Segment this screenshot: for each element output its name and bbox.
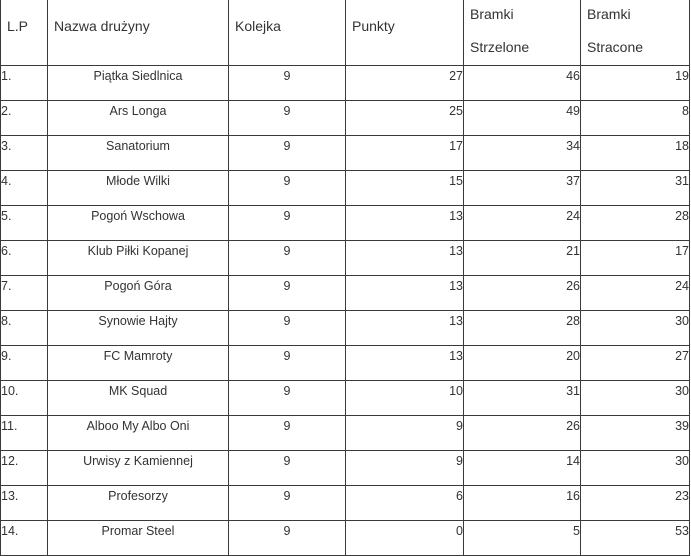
header-goals-against: Bramki Stracone	[581, 0, 690, 66]
cell-points: 13	[346, 346, 464, 381]
cell-points: 15	[346, 171, 464, 206]
cell-goals-against: 24	[581, 276, 690, 311]
cell-team-name: Profesorzy	[48, 486, 229, 521]
cell-goals-against: 31	[581, 171, 690, 206]
header-team-name: Nazwa drużyny	[48, 0, 229, 66]
table-row	[1, 171, 690, 206]
cell-round: 9	[229, 276, 346, 311]
cell-goals-against: 28	[581, 206, 690, 241]
cell-round: 9	[229, 66, 346, 101]
cell-lp: 10.	[1, 381, 48, 416]
header-lp: L.P	[1, 0, 48, 66]
cell-lp: 3.	[1, 136, 48, 171]
cell-goals-against: 8	[581, 101, 690, 136]
table-body	[1, 66, 690, 556]
cell-lp: 2.	[1, 101, 48, 136]
cell-team-name: Pogoń Wschowa	[48, 206, 229, 241]
table-row	[1, 486, 690, 521]
cell-goals-against: 53	[581, 521, 690, 556]
cell-points: 0	[346, 521, 464, 556]
cell-goals-for: 21	[464, 241, 581, 276]
cell-lp: 8.	[1, 311, 48, 346]
cell-team-name: FC Mamroty	[48, 346, 229, 381]
cell-points: 27	[346, 66, 464, 101]
cell-points: 13	[346, 241, 464, 276]
cell-round: 9	[229, 241, 346, 276]
cell-round: 9	[229, 136, 346, 171]
table-row	[1, 66, 690, 101]
cell-goals-for: 16	[464, 486, 581, 521]
cell-goals-for: 34	[464, 136, 581, 171]
cell-round: 9	[229, 486, 346, 521]
cell-goals-against: 19	[581, 66, 690, 101]
cell-goals-against: 30	[581, 381, 690, 416]
cell-goals-against: 30	[581, 451, 690, 486]
cell-round: 9	[229, 206, 346, 241]
cell-goals-for: 24	[464, 206, 581, 241]
cell-round: 9	[229, 416, 346, 451]
cell-lp: 12.	[1, 451, 48, 486]
table-row	[1, 241, 690, 276]
table-row	[1, 136, 690, 171]
cell-goals-against: 17	[581, 241, 690, 276]
cell-team-name: Alboo My Albo Oni	[48, 416, 229, 451]
cell-round: 9	[229, 311, 346, 346]
cell-goals-for: 31	[464, 381, 581, 416]
cell-points: 13	[346, 311, 464, 346]
header-goals-for: Bramki Strzelone	[464, 0, 581, 66]
cell-lp: 1.	[1, 66, 48, 101]
cell-team-name: Sanatorium	[48, 136, 229, 171]
header-points: Punkty	[346, 0, 464, 66]
cell-goals-for: 5	[464, 521, 581, 556]
table-row	[1, 521, 690, 556]
cell-goals-against: 39	[581, 416, 690, 451]
cell-team-name: Urwisy z Kamiennej	[48, 451, 229, 486]
cell-goals-for: 14	[464, 451, 581, 486]
table-header-row	[1, 0, 690, 66]
cell-points: 17	[346, 136, 464, 171]
cell-goals-against: 30	[581, 311, 690, 346]
table-row	[1, 416, 690, 451]
cell-team-name: Klub Piłki Kopanej	[48, 241, 229, 276]
cell-lp: 7.	[1, 276, 48, 311]
cell-goals-against: 23	[581, 486, 690, 521]
cell-goals-for: 28	[464, 311, 581, 346]
cell-round: 9	[229, 381, 346, 416]
cell-team-name: Młode Wilki	[48, 171, 229, 206]
cell-goals-against: 27	[581, 346, 690, 381]
cell-points: 25	[346, 101, 464, 136]
cell-goals-for: 46	[464, 66, 581, 101]
table-row	[1, 101, 690, 136]
cell-lp: 9.	[1, 346, 48, 381]
cell-team-name: Promar Steel	[48, 521, 229, 556]
cell-goals-for: 26	[464, 276, 581, 311]
cell-team-name: MK Squad	[48, 381, 229, 416]
cell-lp: 6.	[1, 241, 48, 276]
table-row	[1, 381, 690, 416]
cell-round: 9	[229, 346, 346, 381]
cell-points: 9	[346, 416, 464, 451]
table-row	[1, 206, 690, 241]
cell-team-name: Pogoń Góra	[48, 276, 229, 311]
cell-round: 9	[229, 451, 346, 486]
cell-round: 9	[229, 101, 346, 136]
cell-goals-for: 20	[464, 346, 581, 381]
cell-points: 9	[346, 451, 464, 486]
header-round: Kolejka	[229, 0, 346, 66]
cell-round: 9	[229, 171, 346, 206]
cell-lp: 5.	[1, 206, 48, 241]
cell-goals-for: 26	[464, 416, 581, 451]
cell-points: 13	[346, 206, 464, 241]
table-row	[1, 451, 690, 486]
table-row	[1, 311, 690, 346]
cell-team-name: Piątka Siedlnica	[48, 66, 229, 101]
cell-goals-for: 49	[464, 101, 581, 136]
table-row	[1, 276, 690, 311]
cell-goals-for: 37	[464, 171, 581, 206]
cell-lp: 13.	[1, 486, 48, 521]
cell-goals-against: 18	[581, 136, 690, 171]
table-row	[1, 346, 690, 381]
cell-points: 6	[346, 486, 464, 521]
cell-round: 9	[229, 521, 346, 556]
cell-points: 10	[346, 381, 464, 416]
cell-team-name: Synowie Hajty	[48, 311, 229, 346]
cell-lp: 4.	[1, 171, 48, 206]
cell-lp: 14.	[1, 521, 48, 556]
cell-team-name: Ars Longa	[48, 101, 229, 136]
cell-lp: 11.	[1, 416, 48, 451]
cell-points: 13	[346, 276, 464, 311]
